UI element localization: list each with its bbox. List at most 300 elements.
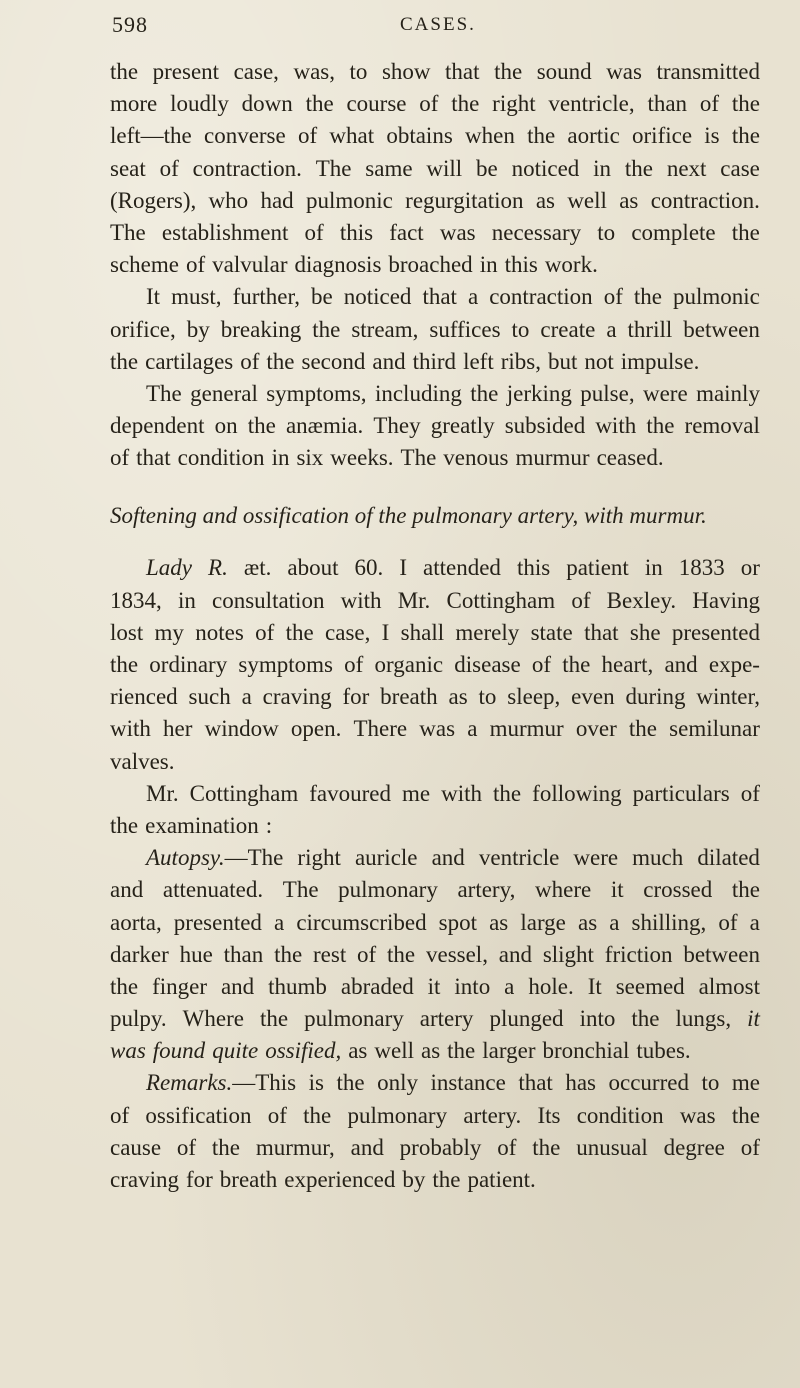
word: spot bbox=[438, 909, 478, 935]
word: pulmonic bbox=[673, 284, 760, 310]
word: jerking bbox=[506, 380, 572, 406]
text-line bbox=[110, 249, 760, 281]
word: : bbox=[265, 812, 273, 838]
text-line bbox=[110, 1132, 760, 1164]
word: be bbox=[311, 284, 333, 310]
word: well bbox=[374, 1038, 414, 1064]
word: sleep, bbox=[507, 684, 561, 710]
word: auricle bbox=[354, 845, 418, 871]
word: ossification bbox=[145, 1102, 252, 1128]
word: to bbox=[478, 684, 497, 710]
word: work. bbox=[544, 252, 598, 278]
word: of bbox=[185, 252, 206, 278]
word: was bbox=[110, 1038, 146, 1064]
word: as bbox=[348, 1038, 368, 1064]
running-title: CASES. bbox=[400, 14, 476, 35]
word: following bbox=[532, 780, 622, 806]
text-line bbox=[110, 1164, 760, 1196]
text-line bbox=[110, 649, 760, 681]
word: hue bbox=[179, 941, 213, 967]
word: the bbox=[731, 877, 760, 903]
word: tubes. bbox=[636, 1038, 691, 1064]
text-line bbox=[110, 378, 760, 410]
word: on bbox=[214, 413, 238, 439]
word: organic bbox=[374, 652, 444, 677]
word: (Rogers), bbox=[110, 187, 197, 213]
word: finger bbox=[152, 973, 207, 999]
word: state bbox=[530, 619, 573, 645]
text-line bbox=[110, 971, 760, 1003]
word: to bbox=[511, 316, 530, 342]
word: between bbox=[683, 316, 760, 342]
word: the bbox=[562, 652, 591, 677]
word: noticed bbox=[511, 155, 580, 181]
text-line bbox=[110, 907, 760, 939]
word: The bbox=[282, 877, 319, 903]
word: patient bbox=[566, 555, 629, 581]
word: the bbox=[387, 941, 416, 967]
word: into bbox=[579, 1006, 616, 1032]
word: suffices bbox=[429, 316, 501, 342]
text-line bbox=[110, 217, 760, 249]
word: aorta, bbox=[110, 909, 162, 935]
word: as bbox=[448, 684, 468, 710]
word: of bbox=[740, 780, 760, 806]
running-head bbox=[112, 12, 762, 42]
word: noticed bbox=[343, 284, 412, 310]
word: a bbox=[467, 284, 479, 310]
word: bronchial bbox=[542, 1038, 630, 1064]
text-line bbox=[110, 939, 760, 971]
word: of bbox=[699, 91, 720, 117]
word: attended bbox=[423, 555, 501, 581]
text-line bbox=[110, 681, 760, 713]
word: of bbox=[740, 1134, 760, 1160]
word: circumscribed bbox=[296, 909, 427, 935]
word: between bbox=[683, 941, 760, 967]
word: the bbox=[631, 1006, 660, 1032]
word: ribs, bbox=[500, 348, 541, 374]
text-line bbox=[110, 810, 760, 842]
word: and bbox=[372, 348, 406, 374]
word: They bbox=[373, 413, 421, 439]
text-line bbox=[110, 1100, 760, 1132]
text-line bbox=[110, 746, 760, 778]
word: ceased. bbox=[596, 445, 664, 471]
word: ordinary bbox=[149, 652, 228, 677]
word: was bbox=[679, 1102, 716, 1128]
word: orifice, bbox=[110, 316, 176, 342]
word: vessel, bbox=[425, 941, 488, 967]
word: obtains bbox=[386, 123, 453, 149]
word: breath bbox=[219, 1167, 278, 1192]
word: case bbox=[720, 155, 760, 181]
word: of bbox=[344, 652, 364, 677]
word: down bbox=[241, 91, 293, 117]
text-line bbox=[110, 153, 760, 185]
word: be bbox=[476, 155, 498, 181]
word: as bbox=[421, 1038, 441, 1064]
paragraph-6 bbox=[110, 842, 760, 1067]
word: craving bbox=[110, 1167, 179, 1192]
word: show bbox=[381, 59, 431, 84]
word: the bbox=[493, 780, 522, 806]
body-text bbox=[110, 56, 760, 1196]
word: Its bbox=[537, 1102, 561, 1128]
word: was, bbox=[293, 59, 335, 84]
text-line bbox=[110, 585, 760, 617]
word: dependent bbox=[110, 413, 205, 439]
word: the bbox=[336, 1070, 365, 1096]
word: favoured bbox=[309, 780, 391, 806]
word: ventricle bbox=[478, 845, 560, 871]
word: attenuated. bbox=[162, 877, 264, 903]
paragraph-2 bbox=[110, 281, 760, 378]
word: this bbox=[516, 555, 551, 581]
word: establishment bbox=[161, 219, 289, 245]
word: of bbox=[531, 652, 552, 677]
word: when bbox=[465, 123, 515, 149]
word: degree bbox=[663, 1134, 725, 1160]
word: examination bbox=[145, 812, 259, 838]
word: It bbox=[146, 284, 161, 310]
word: æt. bbox=[243, 555, 272, 581]
word: contraction. bbox=[192, 155, 302, 181]
word: fact bbox=[389, 219, 424, 245]
word: instance bbox=[430, 1070, 506, 1096]
word: where bbox=[535, 877, 592, 903]
word: condition bbox=[177, 445, 265, 471]
word: the bbox=[110, 973, 139, 999]
word: thrill bbox=[627, 316, 673, 342]
word: plunged bbox=[489, 1006, 564, 1032]
word: such bbox=[188, 684, 231, 710]
word: that bbox=[584, 619, 619, 645]
word: cartilages bbox=[145, 348, 234, 374]
word: sound bbox=[536, 59, 592, 84]
word: of bbox=[718, 909, 738, 935]
word: Lady bbox=[146, 555, 192, 581]
word: the bbox=[451, 91, 480, 117]
text-line bbox=[110, 1067, 760, 1099]
word: cause bbox=[110, 1134, 162, 1160]
word: probably bbox=[399, 1134, 482, 1160]
word: create bbox=[540, 316, 596, 342]
word: lungs, bbox=[675, 1006, 732, 1032]
word: has bbox=[565, 1070, 596, 1096]
text-line bbox=[110, 874, 760, 906]
word: crossed bbox=[643, 877, 713, 903]
word: Cottingham bbox=[189, 780, 299, 806]
word: consultation bbox=[212, 587, 325, 613]
word: presented bbox=[671, 619, 760, 645]
word: will bbox=[426, 155, 463, 181]
word: second bbox=[301, 348, 366, 374]
word: this bbox=[504, 252, 538, 278]
word: is bbox=[308, 1070, 324, 1096]
word: the bbox=[432, 1167, 461, 1192]
word: Mr. bbox=[146, 780, 179, 806]
word: I bbox=[399, 555, 407, 581]
word: I bbox=[381, 619, 390, 645]
word: than bbox=[647, 91, 688, 117]
word: mainly bbox=[696, 380, 760, 406]
word: with bbox=[441, 780, 483, 806]
word: the bbox=[110, 348, 139, 374]
word: the bbox=[646, 413, 675, 439]
word: the bbox=[494, 59, 523, 84]
word: my bbox=[154, 619, 184, 645]
word: of bbox=[176, 1134, 197, 1160]
word: it bbox=[610, 877, 624, 903]
word: converse bbox=[203, 123, 286, 149]
word: breath bbox=[380, 684, 438, 710]
word: the bbox=[285, 619, 314, 645]
word: open. bbox=[290, 716, 342, 742]
word: case, bbox=[325, 619, 371, 645]
word: left—the bbox=[110, 123, 192, 149]
word: transmitted bbox=[656, 59, 760, 84]
word: the bbox=[731, 219, 760, 245]
word: as bbox=[489, 909, 509, 935]
word: the bbox=[274, 941, 303, 967]
word: aortic bbox=[567, 123, 620, 149]
word: what bbox=[329, 123, 375, 149]
word: about bbox=[287, 555, 339, 581]
word: six bbox=[296, 445, 324, 471]
word: that bbox=[518, 1070, 553, 1096]
word: with bbox=[340, 587, 382, 613]
word: the bbox=[628, 716, 657, 742]
word: a bbox=[606, 316, 617, 342]
paragraph-1 bbox=[110, 56, 760, 281]
word: and bbox=[498, 941, 532, 967]
text-line bbox=[110, 617, 760, 649]
word: of bbox=[110, 1102, 130, 1128]
word: The bbox=[110, 219, 146, 245]
word: Cottingham bbox=[446, 587, 556, 613]
word: impulse. bbox=[620, 348, 700, 374]
word: only bbox=[377, 1070, 418, 1096]
word: and bbox=[350, 1134, 384, 1160]
word: a bbox=[749, 909, 760, 935]
word: had bbox=[260, 187, 294, 213]
word: dilated bbox=[697, 845, 760, 871]
word: even bbox=[571, 684, 615, 710]
paragraph-3 bbox=[110, 378, 760, 475]
word: a bbox=[241, 684, 252, 710]
word: the bbox=[731, 91, 760, 117]
word: Remarks.—This bbox=[146, 1070, 297, 1096]
word: pulmonic bbox=[305, 187, 393, 213]
word: the bbox=[303, 1102, 332, 1128]
word: with bbox=[595, 413, 637, 439]
word: the bbox=[259, 1006, 289, 1032]
word: more bbox=[110, 91, 158, 117]
word: found bbox=[152, 1038, 206, 1064]
word: symptoms bbox=[238, 652, 333, 677]
word: Mr. bbox=[397, 587, 431, 613]
word: valves. bbox=[110, 748, 175, 774]
word: the bbox=[110, 812, 139, 838]
word: pulmonary bbox=[338, 877, 438, 903]
page-number: 598 bbox=[112, 12, 148, 37]
word: into bbox=[454, 973, 491, 999]
word: was bbox=[419, 716, 456, 742]
word: present bbox=[152, 59, 220, 84]
word: was bbox=[606, 59, 642, 84]
word: well bbox=[567, 187, 607, 213]
word: it bbox=[427, 973, 441, 999]
word: semilunar bbox=[669, 716, 760, 742]
word: in bbox=[177, 587, 196, 613]
word: of bbox=[419, 91, 439, 117]
word: slight bbox=[542, 941, 594, 967]
word: window bbox=[204, 716, 279, 742]
word: or bbox=[740, 555, 760, 581]
word: the bbox=[470, 380, 499, 406]
word: diagnosis bbox=[294, 252, 382, 278]
word: symptoms, bbox=[266, 380, 367, 406]
text-line bbox=[110, 713, 760, 745]
word: quite bbox=[212, 1038, 259, 1064]
word: of bbox=[603, 284, 623, 310]
word: unusual bbox=[576, 1134, 648, 1160]
word: merely bbox=[455, 619, 520, 645]
word: general bbox=[190, 380, 258, 406]
word: the bbox=[624, 155, 653, 181]
word: than bbox=[223, 941, 264, 967]
text-line bbox=[110, 1003, 760, 1035]
word: murmur bbox=[489, 716, 564, 742]
word: craving bbox=[262, 684, 332, 710]
word: regurgitation bbox=[405, 187, 524, 213]
word: the bbox=[110, 652, 139, 677]
word: was bbox=[439, 219, 476, 245]
word: a bbox=[467, 716, 478, 742]
word: pulse, bbox=[580, 380, 635, 406]
word: who bbox=[208, 187, 249, 213]
word: artery bbox=[419, 1006, 474, 1032]
word: heart, bbox=[601, 652, 654, 677]
text-line bbox=[110, 410, 760, 442]
word: the bbox=[532, 1134, 561, 1160]
word: presented bbox=[173, 909, 262, 935]
word: of bbox=[304, 219, 324, 245]
word: the bbox=[211, 1134, 241, 1160]
word: case, bbox=[233, 59, 279, 84]
word: that bbox=[136, 445, 171, 471]
word: and bbox=[110, 877, 144, 903]
text-line bbox=[110, 1035, 760, 1067]
word: but bbox=[547, 348, 578, 374]
word: to bbox=[597, 219, 616, 245]
word: pulmonary bbox=[304, 1006, 404, 1032]
word: valvular bbox=[212, 252, 288, 278]
word: the bbox=[447, 1038, 476, 1064]
word: Autopsy.—The bbox=[146, 845, 284, 871]
word: as bbox=[619, 187, 639, 213]
word: in bbox=[593, 155, 612, 181]
word: by bbox=[402, 1167, 426, 1192]
word: seat bbox=[110, 155, 146, 181]
word: in bbox=[479, 252, 498, 278]
word: that bbox=[445, 59, 480, 84]
word: scheme bbox=[110, 252, 179, 278]
word: abraded bbox=[340, 973, 414, 999]
word: breaking bbox=[220, 316, 302, 342]
word: artery, bbox=[457, 877, 516, 903]
word: the bbox=[633, 284, 662, 310]
word: of bbox=[159, 155, 179, 181]
word: me bbox=[731, 1070, 760, 1096]
word: were bbox=[573, 845, 619, 871]
word: during bbox=[625, 684, 686, 710]
word: the bbox=[527, 123, 556, 149]
word: and bbox=[431, 845, 465, 871]
word: and bbox=[664, 652, 698, 677]
word: 1834, bbox=[110, 587, 162, 613]
word: of bbox=[497, 1134, 517, 1160]
word: were bbox=[642, 380, 688, 406]
word: almost bbox=[698, 973, 760, 999]
word: that bbox=[422, 284, 457, 310]
word: There bbox=[353, 716, 408, 742]
word: The bbox=[315, 155, 352, 181]
word: with bbox=[110, 716, 151, 742]
word: this bbox=[339, 219, 374, 245]
word: The bbox=[400, 445, 437, 471]
word: contraction bbox=[489, 284, 593, 310]
word: is bbox=[704, 123, 720, 149]
word: broached bbox=[388, 252, 473, 278]
word: large bbox=[520, 909, 566, 935]
word: murmur, bbox=[255, 1134, 335, 1160]
word: shilling, bbox=[631, 909, 707, 935]
word: the bbox=[247, 413, 276, 439]
word: Where bbox=[182, 1006, 244, 1032]
word: The bbox=[146, 380, 182, 406]
word: further, bbox=[232, 284, 300, 310]
text-line bbox=[110, 552, 760, 584]
word: for bbox=[185, 1167, 213, 1192]
word: winter, bbox=[696, 684, 760, 710]
word: same bbox=[365, 155, 413, 181]
text-line bbox=[110, 88, 760, 120]
word: friction bbox=[604, 941, 673, 967]
word: thumb bbox=[268, 973, 327, 999]
word: darker bbox=[110, 941, 169, 967]
word: right bbox=[492, 91, 536, 117]
word: the bbox=[731, 1102, 760, 1128]
text-line bbox=[110, 842, 760, 874]
word: rienced bbox=[110, 684, 178, 710]
word: the bbox=[110, 59, 139, 84]
word: occurred bbox=[608, 1070, 689, 1096]
word: in bbox=[271, 445, 290, 471]
word: much bbox=[632, 845, 684, 871]
paragraph-4 bbox=[110, 552, 760, 777]
text-line bbox=[110, 778, 760, 810]
word: ventricle, bbox=[548, 91, 635, 117]
word: to bbox=[349, 59, 368, 84]
word: of bbox=[267, 1102, 287, 1128]
word: patient. bbox=[467, 1167, 536, 1192]
word: stream, bbox=[351, 316, 419, 342]
word: a bbox=[609, 909, 620, 935]
word: subsided bbox=[504, 413, 586, 439]
word: venous bbox=[443, 445, 509, 471]
